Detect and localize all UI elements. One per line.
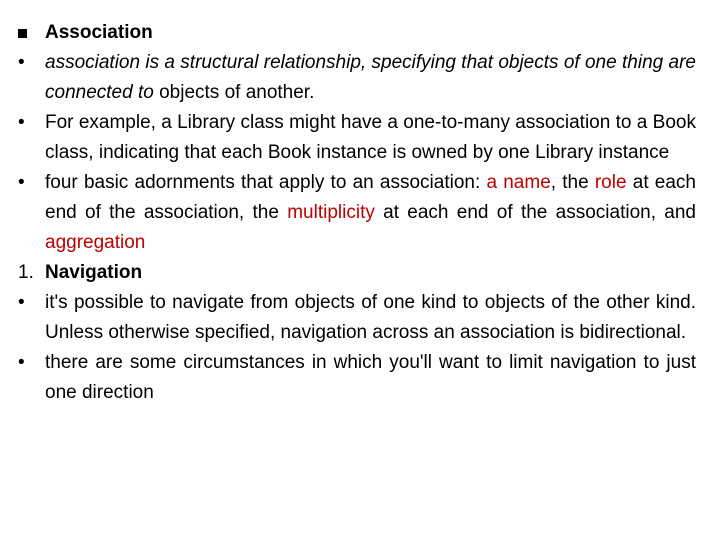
bullet-dot-icon: • [18,172,25,193]
heading-association [18,18,696,48]
bullet-dot-icon: • [18,112,25,133]
term-role: role [594,172,627,193]
bullet-example [18,108,696,168]
adornments-sep-3: at each end of the association, and [374,202,696,223]
bullet-adornments-text [45,168,696,258]
adornments-intro: four basic adornments that apply to an association: [45,172,487,193]
bullet-definition-text [45,48,696,108]
term-aggregation: aggregation [45,232,146,253]
adornments-sep-2: at each end of the association, the [45,172,696,223]
heading-navigation [18,258,696,288]
bullet-example-text: For example, a Library class might have a one-to-many association to a Book class, indicating that each Book instance is owned by one Library instance [45,112,696,163]
heading-association-text: Association [45,22,153,43]
adornments-sep-1: , the [550,172,595,193]
bullet-navigation-text: it's possible to navigate from objects of one kind to objects of the other kind. Unless otherwise specified, navigation across an association is bidirectional. [45,292,696,343]
heading-navigation-text: Navigation [45,262,143,283]
bullet-adornments [18,168,696,258]
term-name: a name [486,172,551,193]
term-multiplicity: multiplicity [287,202,375,223]
definition-rest-text: objects of another. [153,82,315,103]
bullet-definition [18,48,696,108]
bullet-dot-icon: • [18,292,25,313]
bullet-limit-text: there are some circumstances in which you'll want to limit navigation to just one direction [45,352,696,403]
slide-content [18,18,696,408]
definition-italic-text: association is a structural relationship, specifying that objects of one thing are connected to [45,52,696,103]
bullet-dot-icon: • [18,52,25,73]
bullet-dot-icon: • [18,352,25,373]
bullet-limit [18,348,696,408]
number-marker: 1. [18,262,34,283]
bullet-navigation [18,288,696,348]
square-bullet-icon [18,18,45,48]
